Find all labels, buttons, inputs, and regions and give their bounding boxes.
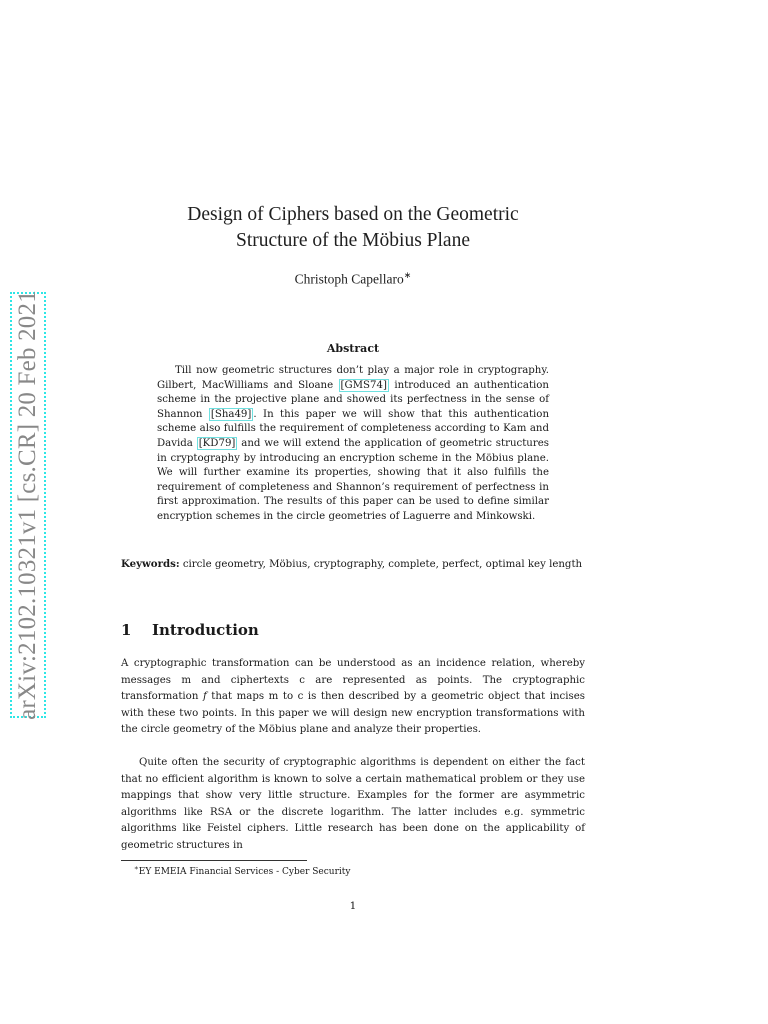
author-footnote-mark[interactable]: ∗ xyxy=(403,270,412,280)
keywords-label: Keywords: xyxy=(121,558,180,570)
paper-title xyxy=(120,202,586,254)
footnote-divider xyxy=(121,860,307,861)
paper-title-line-2: Structure of the Möbius Plane xyxy=(236,230,470,251)
keywords-block xyxy=(121,556,585,574)
footnote-mark: ∗ xyxy=(134,864,139,872)
author-name: Christoph Capellaro xyxy=(294,271,404,287)
section-number: 1 xyxy=(121,621,132,639)
math-symbol-f: f xyxy=(202,691,207,703)
author-block xyxy=(120,270,586,288)
paper-title-line-1: Design of Ciphers based on the Geometric xyxy=(187,204,519,225)
citation-link-sha49[interactable]: [Sha49] xyxy=(210,408,252,420)
abstract-text: introduced an authentication scheme in the projective plane and showed its perfectness in the sense of Shannon xyxy=(157,379,549,420)
section-heading-introduction xyxy=(121,621,259,639)
page-number: 1 xyxy=(349,900,357,912)
abstract-text: and we will extend the application of geometric structures in cryptography by introducing an encryption scheme in the Möbius plane. We will further examine its properties, showing that it also fulfills the requirement of completeness and Shannon’s requirement of perfectness in first approximation. The results of this paper can be used to define similar encryption schemes in the circle geometries of Laguerre and Minkowski. xyxy=(157,437,549,522)
footnote xyxy=(134,864,350,877)
abstract-heading: Abstract xyxy=(326,342,380,355)
intro-paragraph-1 xyxy=(121,656,585,739)
abstract-body xyxy=(157,364,549,525)
citation-link-gms74[interactable]: [GMS74] xyxy=(340,379,387,391)
keywords-list: circle geometry, Möbius, cryptography, complete, perfect, optimal key length xyxy=(182,559,583,570)
citation-link-kd79[interactable]: [KD79] xyxy=(198,437,236,449)
paragraph-text: A cryptographic transformation can be understood as an incidence relation, whereby messages m and ciphertexts c are represented as points. The cryptographic transformation xyxy=(121,658,585,703)
paragraph-text: that maps m to c is then described by a geometric object that incises with these two points. In this paper we will design new encryption transformations with the circle geometry of the Möbius plane and analyze their properties. xyxy=(121,691,585,736)
arxiv-stamp[interactable] xyxy=(10,292,46,718)
footnote-text: EY EMEIA Financial Services - Cyber Security xyxy=(138,867,351,877)
abstract-text: Till now geometric structures don’t play a major role in cryptography. Gilbert, MacWilliams and Sloane xyxy=(157,365,549,391)
abstract-text: . In this paper we will show that this authentication scheme also fulfills the requirement of completeness according to Kam and Davida xyxy=(157,408,549,449)
arxiv-identifier: arXiv:2102.10321v1 [cs.CR] 20 Feb 2021 xyxy=(14,290,41,720)
intro-paragraph-2: Quite often the security of cryptographic algorithms is dependent on either the fact that no efficient algorithm is known to solve a certain mathematical problem or they use mappings that show very little structure. Examples for the former are asymmetric algorithms like RSA or the discrete logarithm. The latter includes e.g. symmetric algorithms like Feistel ciphers. Little research has been done on the applicability of geometric structures in xyxy=(121,757,585,851)
section-title: Introduction xyxy=(152,621,259,639)
